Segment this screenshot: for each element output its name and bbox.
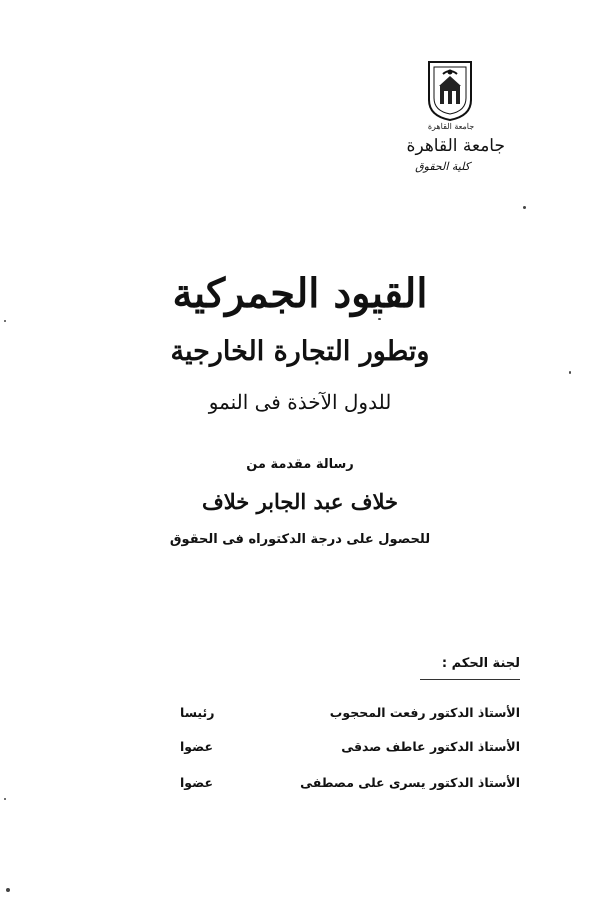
author-name: خلاف عبد الجابر خلاف — [201, 489, 398, 514]
committee-member-role: رئيسا — [180, 705, 215, 720]
committee-underline — [420, 679, 520, 680]
title-line-1: القيود الجمركية — [172, 270, 428, 317]
scan-speck — [6, 888, 10, 892]
scan-speck — [523, 206, 526, 209]
committee-member-name: الأستاذ الدكتور رفعت المحجوب — [329, 705, 520, 720]
scan-speck — [378, 318, 381, 320]
committee-member-role: عضوا — [180, 739, 213, 754]
scan-speck — [569, 371, 571, 374]
committee-label: لجنة الحكم : — [441, 656, 520, 671]
university-name: جامعة القاهرة — [406, 136, 505, 156]
scan-speck — [4, 320, 6, 322]
faculty-name: كلية الحقوق — [415, 160, 470, 173]
title-line-3: للدول الآخذة فى النمو — [208, 390, 392, 414]
committee-member-name: الأستاذ الدكتور عاطف صدقى — [341, 739, 520, 754]
presented-by: رسالة مقدمة من — [246, 457, 354, 472]
title-line-2: وتطور التجارة الخارجية — [170, 336, 430, 367]
committee-member-name: الأستاذ الدكتور يسرى على مصطفى — [300, 775, 520, 790]
university-logo — [425, 60, 475, 122]
degree-statement: للحصول على درجة الدكتوراه فى الحقوق — [169, 532, 431, 547]
logo-caption: جامعة القاهرة — [427, 122, 475, 131]
committee-member-role: عضوا — [180, 775, 213, 790]
scan-speck — [4, 798, 6, 800]
